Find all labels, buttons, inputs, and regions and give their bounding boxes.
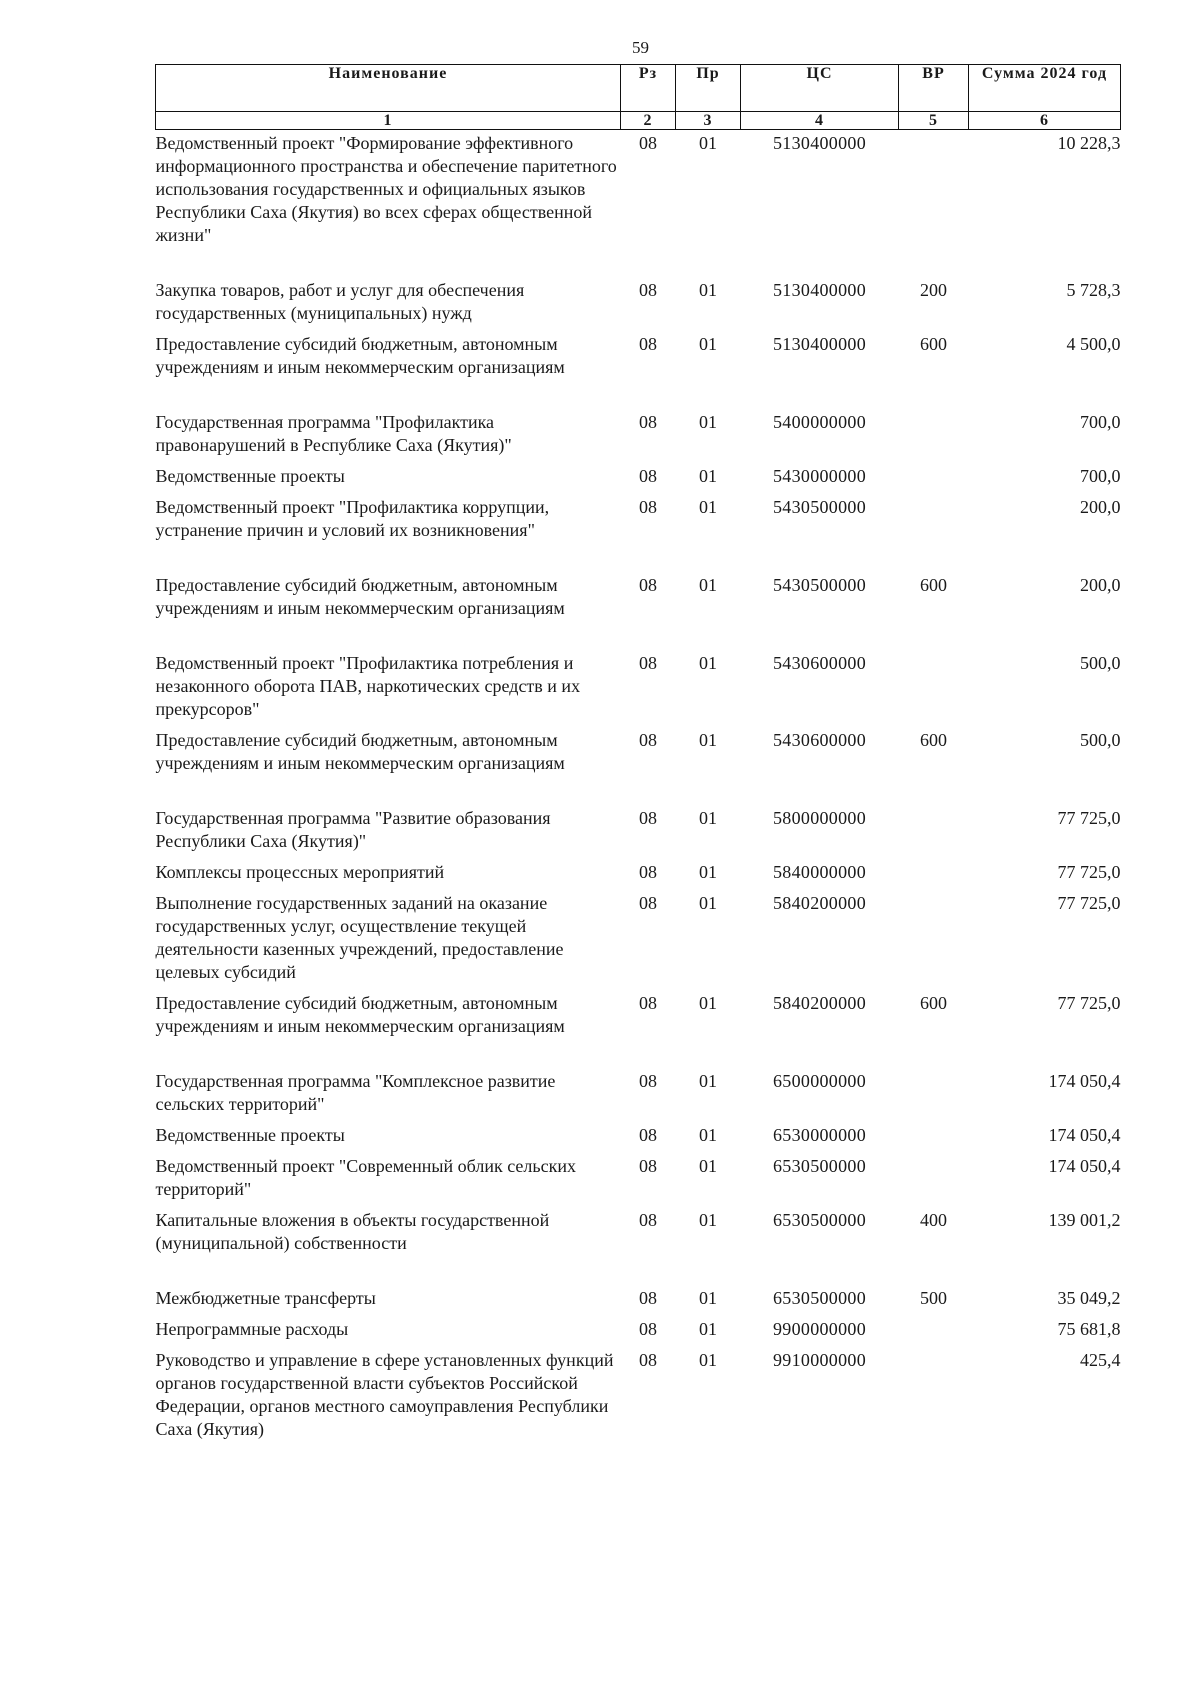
row-vr: 600: [920, 334, 947, 354]
row-pr: 01: [699, 862, 717, 882]
row-sum: 700,0: [1080, 412, 1121, 432]
row-pr: 01: [699, 893, 717, 913]
table-row: [156, 1347, 1121, 1447]
table-row: [156, 1068, 1121, 1122]
row-cs: 5430600000: [773, 653, 866, 673]
row-name: Ведомственные проекты: [155, 466, 345, 486]
row-vr: 500: [920, 1288, 947, 1308]
row-rz: 08: [639, 575, 657, 595]
row-pr: 01: [699, 1350, 717, 1370]
column-number: 1: [156, 112, 621, 130]
row-cs: 5130400000: [773, 280, 866, 300]
budget-table: [155, 64, 1121, 1447]
header-row: [156, 65, 1121, 112]
row-pr: 01: [699, 280, 717, 300]
table-row: [156, 130, 1121, 278]
row-cs: 6530500000: [773, 1288, 866, 1308]
row-rz: 08: [639, 893, 657, 913]
row-pr: 01: [699, 1210, 717, 1230]
row-rz: 08: [639, 497, 657, 517]
row-rz: 08: [639, 1071, 657, 1091]
row-cs: 6530500000: [773, 1210, 866, 1230]
row-pr: 01: [699, 575, 717, 595]
row-rz: 08: [639, 1350, 657, 1370]
row-pr: 01: [699, 653, 717, 673]
table-row: [156, 805, 1121, 859]
column-number: 3: [676, 112, 741, 130]
row-rz: 08: [639, 466, 657, 486]
row-cs: 5430500000: [773, 575, 866, 595]
row-name: Ведомственный проект "Формирование эффективного информационного пространства и обеспечение паритетного использования государственных и официальных языков Республики Саха (Якутия) во всех сферах общественной жизни": [155, 133, 617, 245]
row-rz: 08: [639, 1210, 657, 1230]
table-body: [156, 130, 1121, 1448]
row-vr: [899, 1068, 969, 1122]
row-sum: 10 228,3: [1057, 133, 1121, 153]
row-name: Государственная программа "Комплексное развитие сельских территорий": [155, 1071, 556, 1114]
row-cs: 5430000000: [773, 466, 866, 486]
table-row: [156, 409, 1121, 463]
row-cs: 5430600000: [773, 730, 866, 750]
row-pr: 01: [699, 497, 717, 517]
row-name: Предоставление субсидий бюджетным, автономным учреждениям и иным некоммерческим организациям: [155, 575, 565, 618]
row-name: Выполнение государственных заданий на оказание государственных услуг, осуществление текущей деятельности казенных учреждений, предоставление целевых субсидий: [155, 893, 564, 982]
row-vr: 600: [920, 730, 947, 750]
row-pr: 01: [699, 133, 717, 153]
row-cs: 5130400000: [773, 334, 866, 354]
row-name: Предоставление субсидий бюджетным, автономным учреждениям и иным некоммерческим организациям: [155, 730, 565, 773]
row-vr: [899, 130, 969, 278]
row-cs: 5840200000: [773, 893, 866, 913]
row-vr: [899, 1347, 969, 1447]
table-row: [156, 572, 1121, 650]
header-rz: Рз: [621, 65, 676, 112]
row-name: Комплексы процессных мероприятий: [155, 862, 445, 882]
row-pr: 01: [699, 730, 717, 750]
row-cs: 6500000000: [773, 1071, 866, 1091]
column-number: 5: [899, 112, 969, 130]
row-sum: 174 050,4: [1048, 1125, 1121, 1145]
header-pr: Пр: [676, 65, 741, 112]
table-row: [156, 1316, 1121, 1347]
table-row: [156, 1207, 1121, 1285]
row-cs: 9910000000: [773, 1350, 866, 1370]
row-sum: 700,0: [1080, 466, 1121, 486]
row-rz: 08: [639, 280, 657, 300]
row-rz: 08: [639, 993, 657, 1013]
row-name: Ведомственный проект "Профилактика коррупции, устранение причин и условий их возникновения": [155, 497, 550, 540]
row-name: Межбюджетные трансферты: [155, 1288, 376, 1308]
row-vr: [899, 859, 969, 890]
header-name: Наименование: [156, 65, 621, 112]
row-vr: [899, 409, 969, 463]
row-sum: 4 500,0: [1066, 334, 1121, 354]
row-rz: 08: [639, 730, 657, 750]
row-pr: 01: [699, 1156, 717, 1176]
table-row: [156, 1285, 1121, 1316]
row-sum: 139 001,2: [1048, 1210, 1121, 1230]
row-vr: [899, 463, 969, 494]
row-rz: 08: [639, 334, 657, 354]
row-rz: 08: [639, 1319, 657, 1339]
row-pr: 01: [699, 993, 717, 1013]
row-sum: 500,0: [1080, 653, 1121, 673]
row-cs: 5840200000: [773, 993, 866, 1013]
row-name: Ведомственный проект "Современный облик сельских территорий": [155, 1156, 576, 1199]
column-number: 6: [969, 112, 1121, 130]
row-cs: 5430500000: [773, 497, 866, 517]
row-sum: 5 728,3: [1066, 280, 1121, 300]
row-sum: 75 681,8: [1057, 1319, 1121, 1339]
table-row: [156, 494, 1121, 572]
row-sum: 425,4: [1080, 1350, 1121, 1370]
row-vr: [899, 1122, 969, 1153]
row-rz: 08: [639, 412, 657, 432]
row-vr: [899, 494, 969, 572]
row-pr: 01: [699, 334, 717, 354]
row-pr: 01: [699, 1071, 717, 1091]
row-sum: 200,0: [1080, 497, 1121, 517]
row-rz: 08: [639, 653, 657, 673]
row-rz: 08: [639, 808, 657, 828]
row-pr: 01: [699, 808, 717, 828]
column-number-row: [156, 112, 1121, 130]
table-row: [156, 727, 1121, 805]
row-name: Предоставление субсидий бюджетным, автономным учреждениям и иным некоммерческим организациям: [155, 334, 565, 377]
row-pr: 01: [699, 466, 717, 486]
row-pr: 01: [699, 412, 717, 432]
column-number: 2: [621, 112, 676, 130]
row-name: Предоставление субсидий бюджетным, автономным учреждениям и иным некоммерческим организациям: [155, 993, 565, 1036]
row-rz: 08: [639, 862, 657, 882]
header-sum: Сумма 2024 год: [969, 65, 1121, 112]
row-name: Государственная программа "Развитие образования Республики Саха (Якутия)": [155, 808, 551, 851]
row-name: Ведомственные проекты: [155, 1125, 345, 1145]
row-rz: 08: [639, 133, 657, 153]
row-sum: 35 049,2: [1057, 1288, 1121, 1308]
table-row: [156, 1153, 1121, 1207]
row-sum: 77 725,0: [1057, 862, 1121, 882]
row-rz: 08: [639, 1156, 657, 1176]
row-vr: 400: [920, 1210, 947, 1230]
row-cs: 6530500000: [773, 1156, 866, 1176]
header-cs: ЦС: [741, 65, 899, 112]
table-row: [156, 990, 1121, 1068]
row-sum: 200,0: [1080, 575, 1121, 595]
row-name: Закупка товаров, работ и услуг для обеспечения государственных (муниципальных) нужд: [155, 280, 525, 323]
row-vr: 600: [920, 575, 947, 595]
row-pr: 01: [699, 1125, 717, 1145]
row-name: Капитальные вложения в объекты государственной (муниципальной) собственности: [155, 1210, 550, 1253]
table-row: [156, 650, 1121, 727]
row-name: Руководство и управление в сфере установленных функций органов государственной власти субъектов Российской Федерации, органов местного самоуправления Республики Саха (Якутия): [155, 1350, 614, 1439]
row-sum: 174 050,4: [1048, 1071, 1121, 1091]
row-name: Ведомственный проект "Профилактика потребления и незаконного оборота ПАВ, наркотических средств и их прекурсоров": [155, 653, 581, 719]
row-name: Государственная программа "Профилактика правонарушений в Республике Саха (Якутия)": [155, 412, 512, 455]
row-vr: 200: [920, 280, 947, 300]
row-cs: 6530000000: [773, 1125, 866, 1145]
row-cs: 9900000000: [773, 1319, 866, 1339]
row-vr: [899, 890, 969, 990]
row-pr: 01: [699, 1319, 717, 1339]
table-row: [156, 331, 1121, 409]
row-rz: 08: [639, 1288, 657, 1308]
row-pr: 01: [699, 1288, 717, 1308]
column-number: 4: [741, 112, 899, 130]
table-row: [156, 1122, 1121, 1153]
row-sum: 77 725,0: [1057, 808, 1121, 828]
table-row: [156, 463, 1121, 494]
row-vr: [899, 805, 969, 859]
table-row: [156, 277, 1121, 331]
row-cs: 5130400000: [773, 133, 866, 153]
page-number: 59: [632, 38, 649, 57]
table-row: [156, 890, 1121, 990]
row-vr: [899, 1316, 969, 1347]
header-vr: ВР: [899, 65, 969, 112]
row-cs: 5840000000: [773, 862, 866, 882]
row-cs: 5400000000: [773, 412, 866, 432]
row-sum: 174 050,4: [1048, 1156, 1121, 1176]
row-sum: 77 725,0: [1057, 893, 1121, 913]
row-vr: [899, 650, 969, 727]
row-sum: 77 725,0: [1057, 993, 1121, 1013]
row-cs: 5800000000: [773, 808, 866, 828]
table-row: [156, 859, 1121, 890]
row-vr: [899, 1153, 969, 1207]
row-name: Непрограммные расходы: [155, 1319, 349, 1339]
row-sum: 500,0: [1080, 730, 1121, 750]
row-vr: 600: [920, 993, 947, 1013]
row-rz: 08: [639, 1125, 657, 1145]
